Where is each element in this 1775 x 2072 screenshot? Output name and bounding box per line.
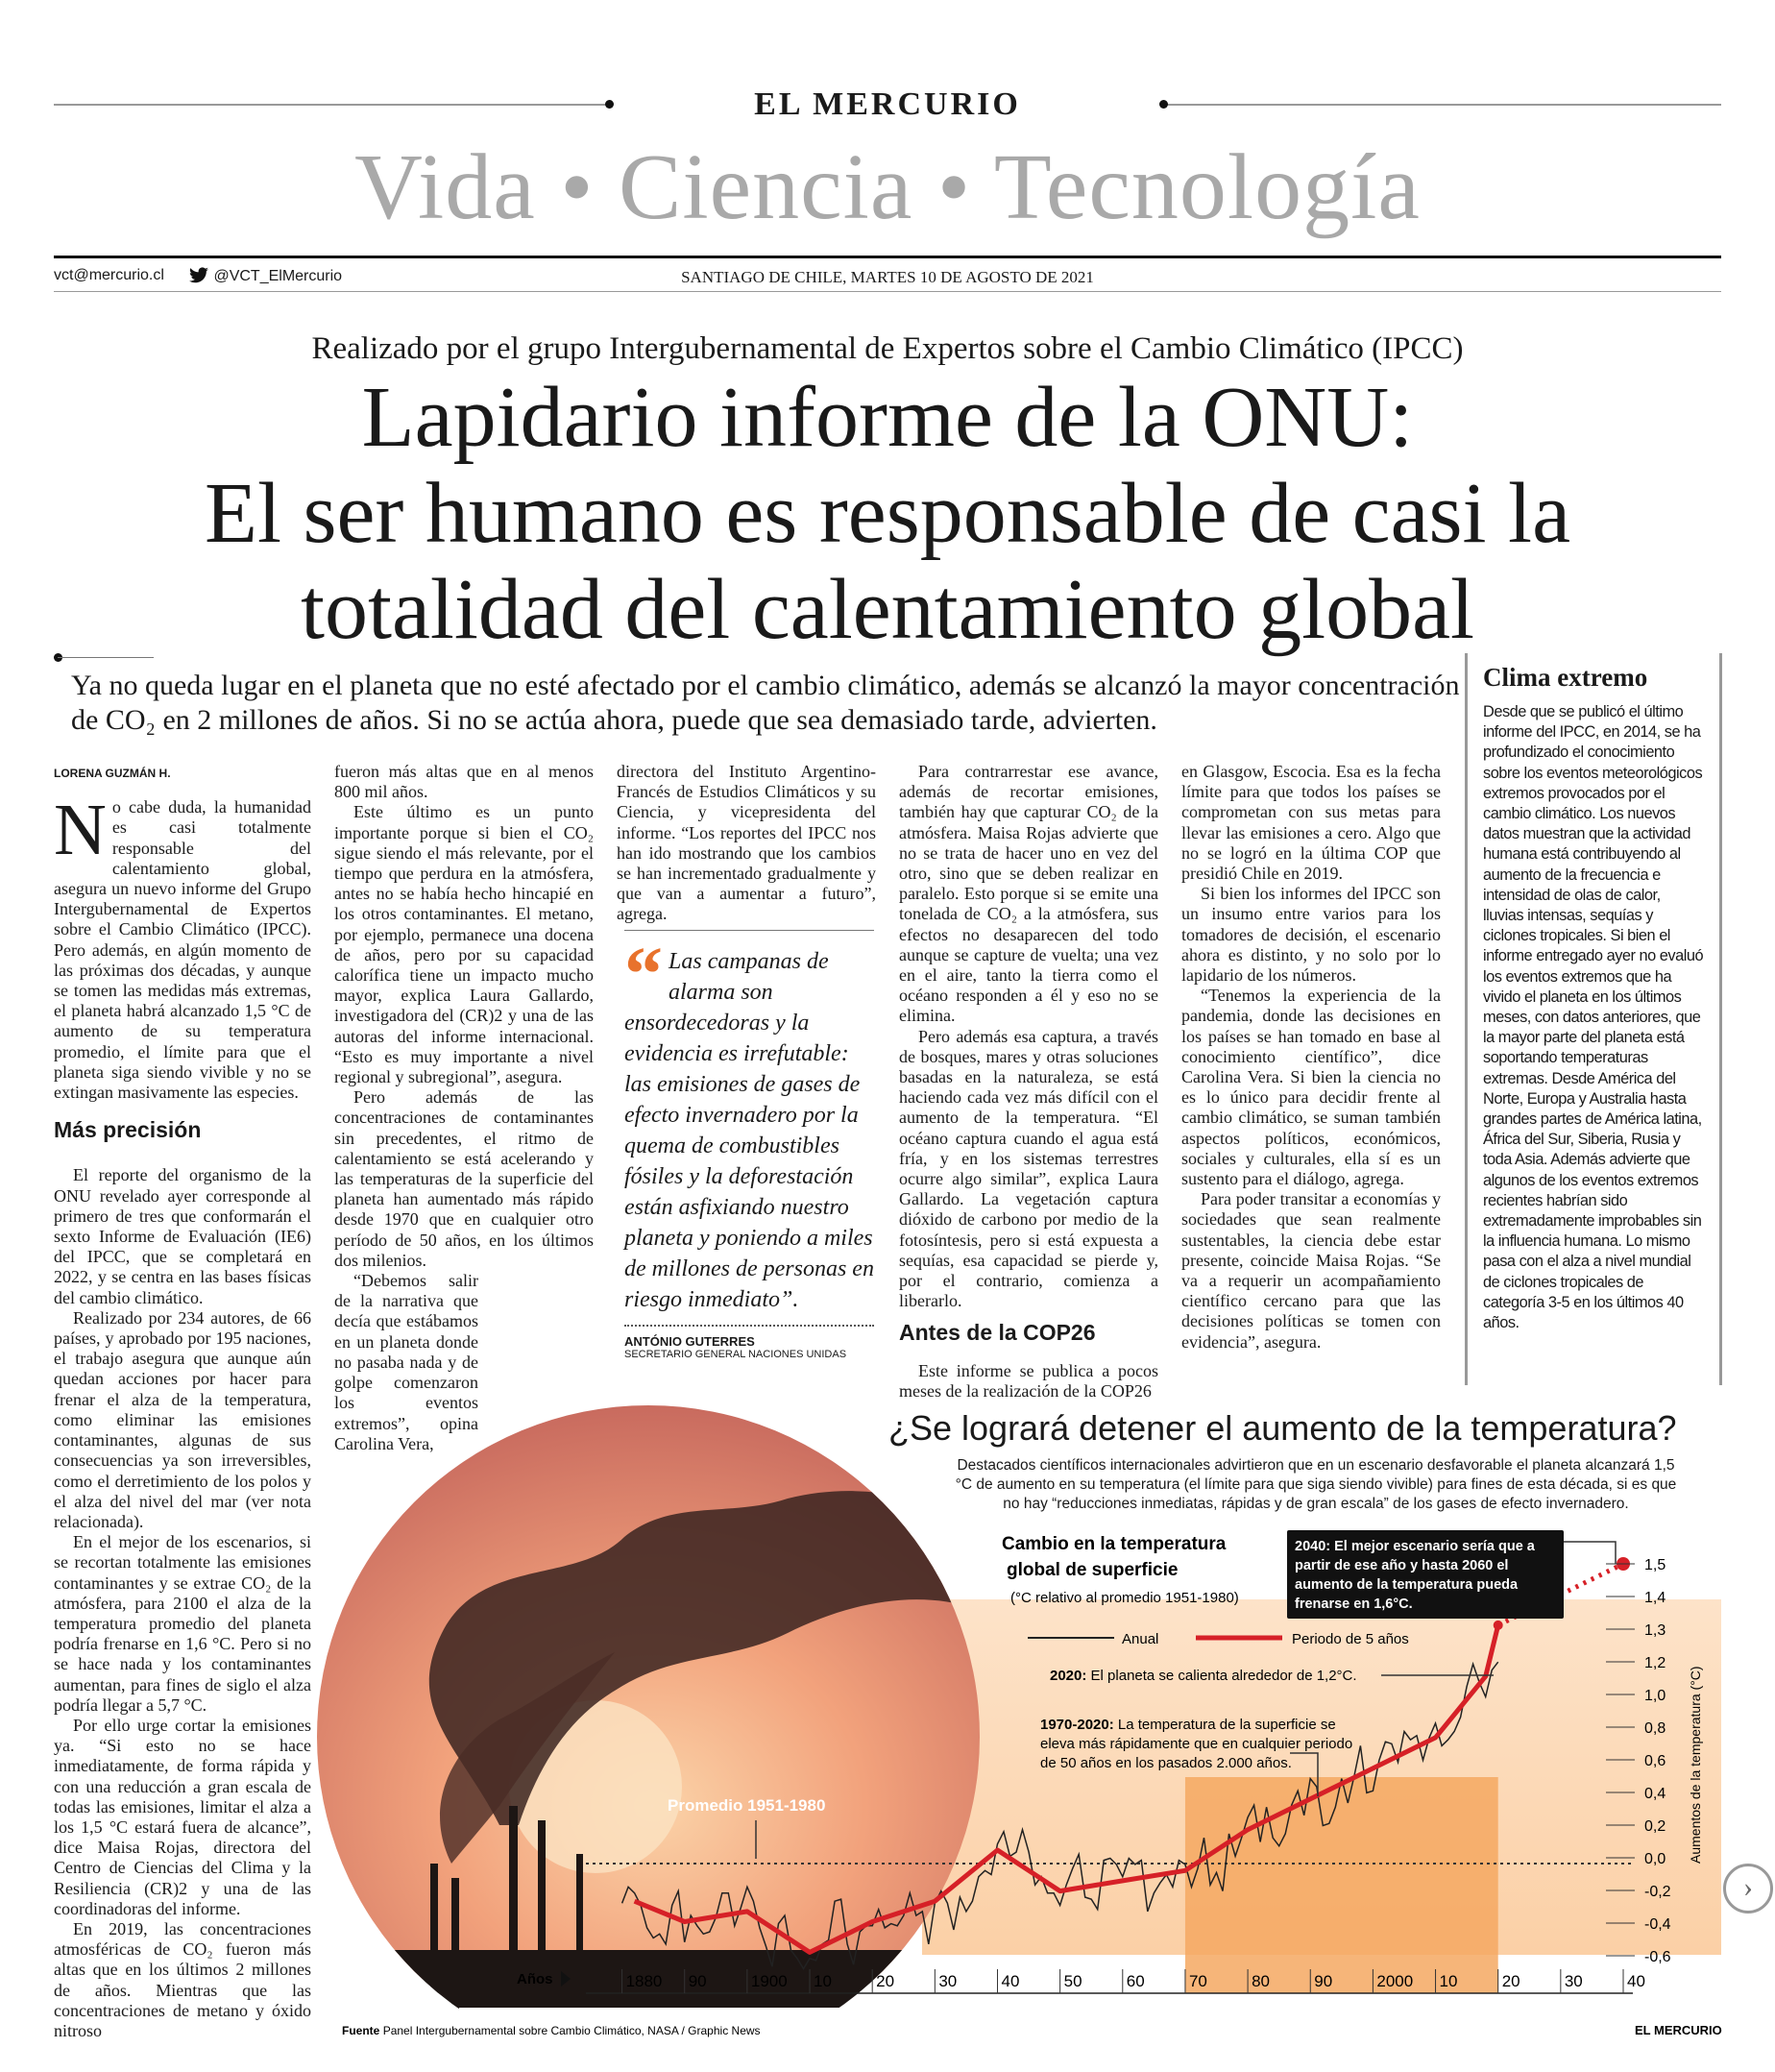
drop-cap: N (54, 790, 107, 871)
x-tick-label: 40 (1627, 1972, 1645, 1990)
col1-paragraph-5: Por ello urge cortar la emisiones ya. “Si esto no se hace inmediatamente, de forma rápida y con una reducción a gran escala de todas las emisiones, limitar el alza a los 1,5 °C estará fuera de alcance”, dice Maisa Rojas, directora del Centro de Ciencias del Clima y la Resiliencia (CR)2 y una de las coordinadoras del informe. (54, 1715, 311, 1918)
callout-1970-line-3: de 50 años en los pasados 2.000 años. (1040, 1755, 1292, 1771)
graphic-title: ¿Se logrará detener el aumento de la temperatura? (888, 1408, 1677, 1448)
deck: Ya no queda lugar en el planeta que no esté afectado por el cambio climático, además se alcanzó la mayor concentración de CO₂ en 2 millones de años. Si no se actúa ahora, puede que sea demasiado tarde, advierten. (71, 670, 1460, 736)
smokestack-photo (317, 1402, 989, 2012)
x-tick-label: 1900 (750, 1972, 788, 1990)
col1-paragraph-3: Realizado por 234 autores, de 66 países, y aprobado por 195 naciones, el trabajo asegura que aunque aún quedan acciones por hacer para frenar el alza de la temperatura, como eliminar las emisiones contaminantes, algunas de sus consecuencias ya son irreversibles, como el derretimiento de los polos y el alza del nivel del mar (ver nota relacionada). (54, 1307, 311, 1531)
y-tick-label: 1,5 (1644, 1557, 1666, 1573)
chart-title-line-1: Cambio en la temperatura (1002, 1534, 1227, 1554)
x-tick-label: 10 (1439, 1972, 1458, 1990)
highlight-1970-2020 (1185, 1777, 1498, 1993)
callout-1970-line-1: 1970-2020: La temperatura de la superficie se (1040, 1717, 1336, 1733)
col4-paragraph-2: Pero además esa captura, a través de bosques, mares y otras soluciones basadas en la naturaleza, se está haciendo cada vez más difícil con el aumento de la temperatura. “El océano captura cuando el agua está fría, y en los sistemas terrestres ocurre algo similar”, explica Laura Gallardo. La vegetación captura dióxido de carbono por medio de la fotosíntesis, pero si está expuesta a sequías, esa capacidad se pierde y, por el contrario, comienza a liberarlo. (899, 1026, 1158, 1311)
callout-1970-line-2: eleva más rápidamente que en cualquier periodo (1040, 1736, 1353, 1752)
x-tick-label: 70 (1188, 1972, 1207, 1990)
callout-2040-pointer (1564, 1542, 1616, 1564)
graphic-credit: EL MERCURIO (1635, 2023, 1722, 2037)
y-tick-label: 1,0 (1644, 1688, 1666, 1704)
col5-paragraph-4: Para poder transitar a economías y sociedades que sean realmente sustentables, la ciencia debe estar presente, coincide Maisa Rojas. “Se va a requerir un acompañamiento científico cercano para que las decisiones políticas se tomen con evidencia”, asegura. (1181, 1189, 1441, 1352)
masthead: EL MERCURIO (754, 86, 1021, 122)
source-line: Fuente Panel Intergubernamental sobre Cambio Climático, NASA / Graphic News (342, 2024, 761, 2037)
y-tick-label: 0,8 (1644, 1720, 1666, 1737)
x-tick-label: 60 (1126, 1972, 1145, 1990)
col5-paragraph-2: Si bien los informes del IPCC son un insumo entre varios para los tomadores de decisión, el escenario ahora es distinto, y no solo por lo lapidario de los números. (1181, 884, 1441, 986)
chart-grid (1185, 1777, 1498, 1993)
sidebar-text: Desde que se publicó el último informe del IPCC, en 2014, se ha profundizado el conocimiento sobre los eventos meteorológicos extremos provocados por el cambio climático. Los nuevos datos muestran que la actividad humana está contribuyendo al aumento de la frecuencia e intensidad de olas de calor, lluvias intensas, sequías y ciclones tropicales. Si bien el informe entregado ayer no evaluó los eventos extremos que ha vivido el planeta en los últimos meses, con datos anteriores, que la mayor parte del planeta está soportando temperaturas extremas. Desde América del Norte, Europa y Australia hasta grandes partes de América latina, África del Sur, Siberia, Rusia y toda Asia. Además advierte que algunos de los eventos extremos recientes habrían sido extremadamente improbables sin la influencia humana. Lo mismo pasa con el alza a nivel mundial de ciclones tropicales de categoría 3-5 en los últimos 40 años. (1483, 703, 1704, 1332)
x-tick-label: 10 (814, 1972, 832, 1990)
callout-2040-line-3: aumento de la temperatura pueda (1295, 1577, 1519, 1593)
x-tick-label: 30 (938, 1972, 958, 1990)
col5-paragraph-3: “Tenemos la experiencia de la pandemia, donde las decisiones en los países se han tomado en base al conocimiento científico”, dice Carolina Vera. Si bien la ciencia no es lo único para decidir frente al cambio climático, se suman también aspectos políticos, económicos, sociales y culturales, ella sí es un sustento para el diálogo, agrega. (1181, 986, 1441, 1189)
next-page-button[interactable] (1723, 1864, 1773, 1914)
col1-paragraph-6: En 2019, las concentraciones atmosféricas de CO₂ fueron más altas que en los últimos 2 millones de años. Mientras que las concentraciones de metano y óxido nitroso (54, 1918, 311, 2040)
y-tick-label: 1,3 (1644, 1622, 1666, 1639)
callout-2020: 2020: El planeta se calienta alrededor de 1,2°C. (1050, 1668, 1357, 1684)
subhead-antes-cop26: Antes de la COP26 (899, 1320, 1096, 1346)
chart-subtitle: (°C relativo al promedio 1951-1980) (1010, 1590, 1239, 1606)
col1-paragraph-2: El reporte del organismo de la ONU revelado ayer corresponde al primero de tres que conformarán el sexto Informe de Evaluación (IE6) del IPCC, que se completará en 2022, y se centra en las bases físicas del cambio climático. (54, 1165, 311, 1307)
y-tick-label: -0,2 (1644, 1884, 1671, 1900)
y-tick-label: 0,0 (1644, 1851, 1666, 1867)
col3-paragraph-1: directora del Instituto Argentino-Francés de Estudios Climáticos y su Ciencia, y vicepresidenta del informe. “Los reportes del IPCC nos han ido mostrando que los cambios se han incrementado gradualmente y que van a aumentar a futuro”, agrega. (617, 762, 876, 924)
quote-mark-icon: “ (624, 933, 663, 1017)
y-tick-label: 0,2 (1644, 1818, 1666, 1835)
x-tick-label: 20 (1501, 1972, 1520, 1990)
legend-five-year-label: Periodo de 5 años (1292, 1631, 1409, 1647)
col2-paragraph-2: Este último es un punto importante porque si bien el CO₂ sigue siendo el más relevante, por el tiempo que perdura en la atmósfera, antes no se había hecho hincapié en los otros contaminantes. El metano, por ejemplo, permanece una docena de años, pero por su capacidad calorífica tiene un impacto mucho mayor, explica Laura Gallardo, investigadora del (CR)2 y una de las autoras del informe internacional. “Esto es muy importante a nivel regional y subregional”, asegura. (334, 802, 594, 1087)
kicker: Realizado por el grupo Intergubernamental de Expertos sobre el Cambio Climático (IPCC) (311, 331, 1464, 366)
byline: LORENA GUZMÁN H. (54, 767, 171, 780)
col4-paragraph-3: Este informe se publica a pocos meses de la realización de la COP26 (899, 1360, 1158, 1401)
legend-annual-label: Anual (1122, 1631, 1159, 1647)
x-tick-label: 80 (1252, 1972, 1271, 1990)
headline-line-3: totalidad del calentamiento global (300, 562, 1475, 657)
twitter-handle-text: @VCT_ElMercurio (213, 268, 343, 284)
y-tick-label: -0,6 (1644, 1949, 1671, 1965)
contact-email[interactable]: vct@mercurio.cl (54, 267, 164, 283)
y-tick-label: 1,4 (1644, 1590, 1666, 1606)
baseline-label: Promedio 1951-1980 (668, 1796, 826, 1815)
x-tick-label: 50 (1063, 1972, 1082, 1990)
x-tick-label: 30 (1564, 1972, 1583, 1990)
x-axis-label: Años (517, 1971, 553, 1987)
section-title: Vida • Ciencia • Tecnología (354, 135, 1421, 239)
y-tick-label: -0,4 (1644, 1916, 1671, 1933)
col1-paragraph-1: o cabe duda, la humanidad es casi totalmente responsable del calentamiento global, asegura un nuevo informe del Grupo Intergubernamental de Expertos sobre el Cambio Climático (IPCC). Pero además, en algún momento de las próximas dos décadas, y aunque se tomen las medidas más extremas, el planeta habrá alcanzado 1,5 °C de aumento de su temperatura promedio, el límite para que el planeta siga siendo vivible y no se extingan masivamente las especies. (54, 797, 311, 1103)
subhead-mas-precision: Más precisión (54, 1117, 202, 1143)
quote-text: Las campanas de alarma son ensordecedoras y la evidencia es irrefutable: las emisiones de gases de efecto invernadero por la quema de combustibles fósiles y la deforestación están asfixiando nuestro planeta y poniendo a miles de millones de personas en riesgo inmediato”. (624, 949, 874, 1312)
col1-paragraph-4: En el mejor de los escenarios, si se recortan totalmente las emisiones contaminantes y se extrae CO₂ de la atmósfera, para 2100 el alza de la temperatura promedio del planeta podría frenarse en 1,6 °C. Pero si no se hace nada y los contaminantes aumentan, para fines de siglo el alza podría llegar a 5,7 °C. (54, 1532, 311, 1715)
sidebar-title: Clima extremo (1483, 663, 1648, 692)
headline-line-1: Lapidario informe de la ONU: (361, 370, 1414, 465)
x-tick-label: 90 (1314, 1972, 1333, 1990)
headline-line-2: El ser humano es responsable de casi la (204, 466, 1571, 561)
col2-paragraph-1: fueron más altas que en al menos 800 mil años. (334, 762, 594, 802)
chart-title-line-2: global de superficie (1007, 1560, 1179, 1580)
quote-author: ANTÓNIO GUTERRES (624, 1325, 874, 1349)
callout-2040-line-4: frenarse en 1,6°C. (1295, 1597, 1413, 1612)
x-tick-label: 1880 (625, 1972, 663, 1990)
x-tick-label: 20 (876, 1972, 895, 1990)
x-tick-label: 40 (1001, 1972, 1020, 1990)
chevron-right-icon: › (1743, 1871, 1753, 1903)
dateline: SANTIAGO DE CHILE, MARTES 10 DE AGOSTO DE 2021 (681, 268, 1094, 286)
graphic-subtitle: Destacados científicos internacionales advirtieron que en un escenario desfavorable el planeta alcanzará 1,5 °C de aumento en su temperatura (el límite para que siga siendo vivible) para fines de esta década, si es que no hay “reducciones inmediatas, rápidas y de gran escala” de los gases de efecto invernadero. (955, 1457, 1677, 1512)
col5-paragraph-1: en Glasgow, Escocia. Esa es la fecha límite para que todos los países se comprometan con sus metas para llevar las emisiones a cero. Algo que no se logró en la última COP que presidió Chile en 2019. (1181, 762, 1441, 884)
y-tick-label: 0,4 (1644, 1786, 1666, 1802)
x-tick-label: 90 (688, 1972, 707, 1990)
y-tick-label: 1,2 (1644, 1655, 1666, 1671)
col2-paragraph-3: Pero además de las concentraciones de contaminantes sin precedentes, el ritmo de calentamiento se está acelerando y las temperaturas de la superficie del planeta han aumentado más rápido desde 1970 que en cualquier otro período de 50 años, en los últimos dos milenios. (334, 1087, 594, 1270)
y-axis-label: Aumentos de la temperatura (°C) (1688, 1666, 1703, 1864)
y-tick-label: 0,6 (1644, 1753, 1666, 1769)
callout-2040-line-1: 2040: El mejor escenario sería que a (1295, 1539, 1535, 1554)
point-2020 (1494, 1621, 1503, 1630)
x-tick-label: 2000 (1376, 1972, 1414, 1990)
callout-2040-line-2: partir de ese año y hasta 2060 el (1295, 1558, 1509, 1573)
col2-paragraph-4: “Debemos salir de la narrativa que decía que estábamos en un planeta donde no pasaba nada y de golpe comenzaron los eventos extremos”, opina Carolina Vera, (334, 1271, 478, 1453)
quote-role: SECRETARIO GENERAL NACIONES UNIDAS (624, 1349, 847, 1360)
col4-paragraph-1: Para contrarrestar ese avance, además de recortar emisiones, también hay que capturar CO₂ de la atmósfera. Maisa Rojas advierte que no se trata de hacer uno en vez del otro, sino que se deben realizar en paralelo. Esto porque si se emite una tonelada de CO₂ a la atmósfera, sus efectos no desaparecen del todo aunque se capture de vuelta; una vez en el aire, tanto la tierra como el océano responden a él y eso no se elimina. (899, 762, 1158, 1026)
